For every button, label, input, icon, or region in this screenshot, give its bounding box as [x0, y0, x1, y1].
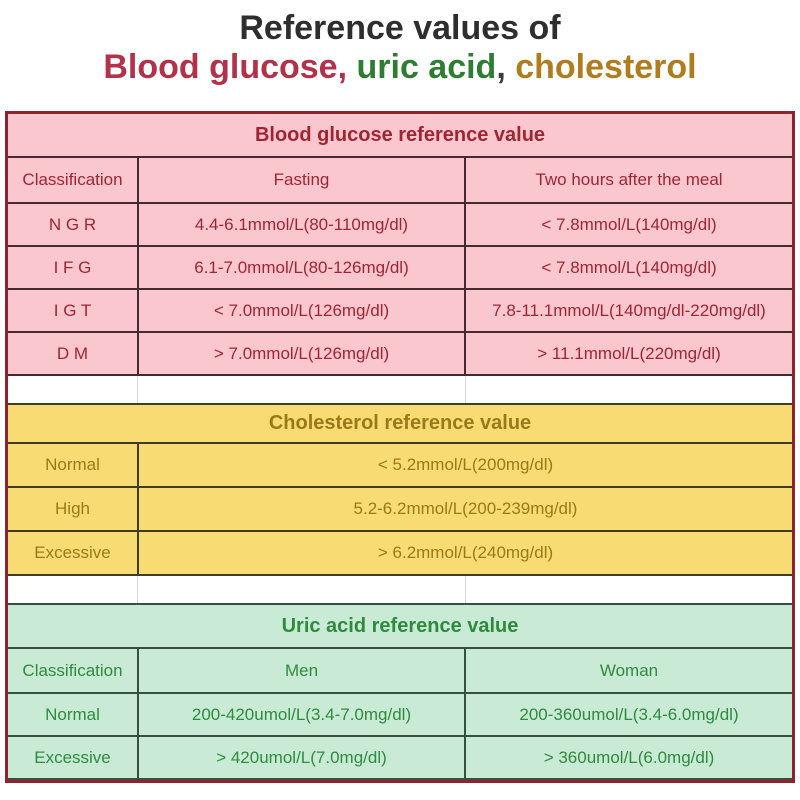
column-header: Men [138, 648, 465, 693]
blood-glucose-table [8, 114, 792, 376]
table-cell: > 11.1mmol/L(220mg/dl) [465, 332, 792, 375]
table-cell: 200-420umol/L(3.4-7.0mg/dl) [138, 693, 465, 736]
table-row [8, 332, 792, 375]
table-row [8, 693, 792, 736]
table-row [8, 114, 792, 157]
table-row [8, 736, 792, 779]
table-row [8, 246, 792, 289]
table-row [8, 404, 792, 443]
column-header: Woman [465, 648, 792, 693]
table-gap [8, 576, 792, 603]
table-cell: I G T [8, 289, 138, 332]
table-cell: 4.4-6.1mmol/L(80-110mg/dl) [138, 203, 465, 246]
column-header: Classification [8, 157, 138, 203]
title-line-1: Reference values of [239, 9, 561, 47]
table-cell: High [8, 487, 138, 531]
table-header-row [8, 648, 792, 693]
table-cell: < 5.2mmol/L(200mg/dl) [138, 443, 792, 487]
table-row [8, 604, 792, 648]
column-header: Fasting [138, 157, 465, 203]
table-gap [8, 376, 792, 403]
table-cell: 5.2-6.2mmol/L(200-239mg/dl) [138, 487, 792, 531]
column-divider-line [465, 376, 466, 403]
title-blood-glucose: Blood glucose, [103, 48, 348, 86]
cholesterol-table-title: Cholesterol reference value [8, 404, 792, 443]
column-header: Two hours after the meal [465, 157, 792, 203]
title-comma: , [496, 48, 506, 86]
table-cell: Excessive [8, 531, 138, 575]
title-cholesterol: cholesterol [505, 48, 697, 86]
table-row [8, 289, 792, 332]
table-row [8, 443, 792, 487]
title-line-2 [0, 48, 800, 87]
table-cell: Normal [8, 443, 138, 487]
table-cell: 200-360umol/L(3.4-6.0mg/dl) [465, 693, 792, 736]
table-cell: Excessive [8, 736, 138, 779]
table-row [8, 487, 792, 531]
column-divider-line [137, 576, 138, 603]
table-cell: < 7.0mmol/L(126mg/dl) [138, 289, 465, 332]
title-uric-acid: uric acid [347, 48, 497, 86]
uric-acid-table-title: Uric acid reference value [8, 604, 792, 648]
column-divider-line [137, 376, 138, 403]
table-cell: < 7.8mmol/L(140mg/dl) [465, 203, 792, 246]
table-cell: < 7.8mmol/L(140mg/dl) [465, 246, 792, 289]
table-header-row [8, 157, 792, 203]
reference-tables-frame [5, 111, 795, 783]
table-row [8, 203, 792, 246]
table-cell: D M [8, 332, 138, 375]
table-cell: I F G [8, 246, 138, 289]
table-cell: 6.1-7.0mmol/L(80-126mg/dl) [138, 246, 465, 289]
column-header: Classification [8, 648, 138, 693]
table-cell: N G R [8, 203, 138, 246]
table-cell: > 360umol/L(6.0mg/dl) [465, 736, 792, 779]
table-cell: Normal [8, 693, 138, 736]
table-cell: 7.8-11.1mmol/L(140mg/dl-220mg/dl) [465, 289, 792, 332]
table-cell: > 420umol/L(7.0mg/dl) [138, 736, 465, 779]
column-divider-line [465, 576, 466, 603]
table-row [8, 531, 792, 575]
table-cell: > 6.2mmol/L(240mg/dl) [138, 531, 792, 575]
blood-glucose-table-title: Blood glucose reference value [8, 114, 792, 157]
cholesterol-table [8, 403, 792, 576]
table-cell: > 7.0mmol/L(126mg/dl) [138, 332, 465, 375]
uric-acid-table [8, 603, 792, 780]
page-title [0, 0, 800, 87]
